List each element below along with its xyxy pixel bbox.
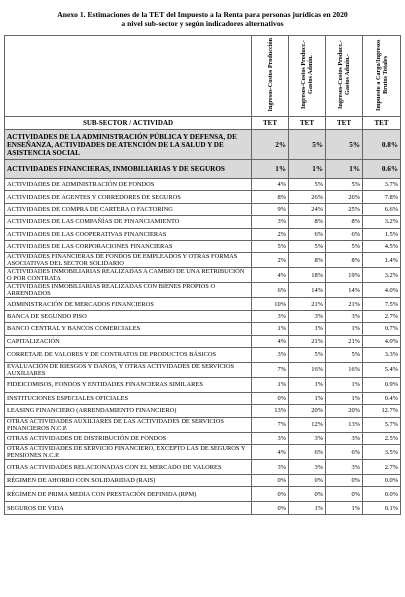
value-ic-produccion: 0% <box>252 502 289 514</box>
column-header-row <box>5 36 401 117</box>
row-label: ACTIVIDADES FINANCIERAS DE FONDOS DE EMPLEADOS Y OTRAS FORMAS ASOCIATIVAS DEL SECTOR SOLIDARIO <box>5 253 252 268</box>
row-label: BANCO CENTRAL Y BANCOS COMERCIALES <box>5 323 252 335</box>
value-impuesto-ingresos: 4.0% <box>363 335 401 347</box>
row-label: SEGUROS DE VIDA <box>5 502 252 514</box>
value-ic-gastos-admin: 0% <box>289 475 326 487</box>
section-row <box>5 130 401 160</box>
table-row <box>5 347 401 362</box>
table-row <box>5 191 401 203</box>
row-label: ACTIVIDADES DE COMPRA DE CARTERA O FACTORING <box>5 203 252 215</box>
value-ic-produccion: 2% <box>252 228 289 240</box>
value-impuesto-ingresos: 2.7% <box>363 460 401 475</box>
section-row <box>5 160 401 179</box>
value-ic-gastos-admin: 3% <box>289 460 326 475</box>
value-ic-gastos-admin-2: 21% <box>326 335 363 347</box>
value-ic-produccion: 1% <box>252 160 289 179</box>
value-ic-gastos-admin-2: 13% <box>326 417 363 432</box>
table-row <box>5 432 401 444</box>
value-ic-produccion: 1% <box>252 323 289 335</box>
row-label: ACTIVIDADES DE LAS COMPAÑÍAS DE FINANCIAMIENTO <box>5 216 252 228</box>
table-row <box>5 377 401 392</box>
value-ic-produccion: 3% <box>252 310 289 322</box>
table-row <box>5 216 401 228</box>
value-ic-produccion: 3% <box>252 347 289 362</box>
value-impuesto-ingresos: 0.7% <box>363 323 401 335</box>
subheader-tet-2: TET <box>289 117 326 130</box>
value-ic-gastos-admin-2: 3% <box>326 460 363 475</box>
table-title <box>0 10 405 28</box>
value-ic-gastos-admin: 1% <box>289 377 326 392</box>
value-ic-gastos-admin: 18% <box>289 268 326 283</box>
row-label: ACTIVIDADES DE LAS CORPORACIONES FINANCIERAS <box>5 240 252 252</box>
column-header-1: Ingresos-Costos Producción <box>252 36 289 117</box>
row-label: LEASING FINANCIERO (ARRENDAMIENTO FINANCIERO) <box>5 405 252 417</box>
value-impuesto-ingresos: 0.1% <box>363 502 401 514</box>
value-ic-gastos-admin: 1% <box>289 160 326 179</box>
table-row <box>5 502 401 514</box>
row-label: ACTIVIDADES DE ADMINISTRACIÓN DE FONDOS <box>5 179 252 191</box>
table-row <box>5 310 401 322</box>
value-ic-produccion: 3% <box>252 460 289 475</box>
value-ic-produccion: 3% <box>252 216 289 228</box>
table-row <box>5 179 401 191</box>
row-label: FIDEICOMISOS, FONDOS Y ENTIDADES FINANCIERAS SIMILARES <box>5 377 252 392</box>
row-label: CORRETAJE DE VALORES Y DE CONTRATOS DE PRODUCTOS BÁSICOS <box>5 347 252 362</box>
table-row <box>5 268 401 283</box>
row-label: ACTIVIDADES INMOBILIARIAS REALIZADAS CON BIENES PROPIOS O ARRENDADOS <box>5 283 252 298</box>
table-row <box>5 240 401 252</box>
value-impuesto-ingresos: 0.8% <box>363 130 401 160</box>
value-ic-produccion: 2% <box>252 130 289 160</box>
value-impuesto-ingresos: 4.0% <box>363 283 401 298</box>
column-header-2: Ingresos-Costos Producc.-Gastos Admin. <box>289 36 326 117</box>
value-ic-gastos-admin-2: 6% <box>326 445 363 460</box>
value-ic-gastos-admin-2: 14% <box>326 283 363 298</box>
value-ic-produccion: 0% <box>252 475 289 487</box>
table-row <box>5 405 401 417</box>
row-label: EVALUACIÓN DE RIESGOS Y DAÑOS, Y OTRAS ACTIVIDADES DE SERVICIOS AUXILIARES <box>5 362 252 377</box>
value-ic-gastos-admin: 3% <box>289 432 326 444</box>
row-label: ACTIVIDADES DE AGENTES Y CORREDORES DE SEGUROS <box>5 191 252 203</box>
value-impuesto-ingresos: 6.6% <box>363 203 401 215</box>
value-ic-gastos-admin: 20% <box>289 405 326 417</box>
value-impuesto-ingresos: 0.6% <box>363 160 401 179</box>
row-label: ACTIVIDADES DE LA ADMINISTRACIÓN PÚBLICA Y DEFENSA, DE ENSEÑANZA, ACTIVIDADES DE ATENCIÓN DE LA SALUD Y DE ASISTENCIA SOCIAL <box>5 130 252 160</box>
value-ic-gastos-admin: 16% <box>289 362 326 377</box>
value-ic-produccion: 4% <box>252 268 289 283</box>
table-row <box>5 487 401 502</box>
value-ic-gastos-admin-2: 6% <box>326 228 363 240</box>
table-row <box>5 253 401 268</box>
value-ic-gastos-admin-2: 1% <box>326 377 363 392</box>
value-ic-gastos-admin: 1% <box>289 502 326 514</box>
row-label: ACTIVIDADES FINANCIERAS, INMOBILIARIAS Y DE SEGUROS <box>5 160 252 179</box>
value-ic-gastos-admin-2: 3% <box>326 432 363 444</box>
value-ic-produccion: 0% <box>252 487 289 502</box>
value-ic-gastos-admin-2: 25% <box>326 203 363 215</box>
title-line-1: Anexo 1. Estimaciones de la TET del Impuesto a la Renta para personas jurídicas en 2020 <box>57 10 348 19</box>
value-ic-gastos-admin: 21% <box>289 335 326 347</box>
value-ic-produccion: 10% <box>252 298 289 310</box>
table-row <box>5 362 401 377</box>
value-ic-produccion: 9% <box>252 203 289 215</box>
value-ic-gastos-admin: 6% <box>289 445 326 460</box>
value-impuesto-ingresos: 5.4% <box>363 362 401 377</box>
value-ic-gastos-admin: 5% <box>289 347 326 362</box>
value-ic-gastos-admin-2: 16% <box>326 362 363 377</box>
column-header-3: Ingresos-Costos Producc.-Gastos Admin.- <box>326 36 363 117</box>
value-ic-gastos-admin: 21% <box>289 298 326 310</box>
value-ic-produccion: 7% <box>252 417 289 432</box>
value-ic-produccion: 0% <box>252 392 289 404</box>
value-ic-gastos-admin-2: 5% <box>326 130 363 160</box>
value-impuesto-ingresos: 1.5% <box>363 228 401 240</box>
value-ic-gastos-admin: 8% <box>289 253 326 268</box>
value-impuesto-ingresos: 3.2% <box>363 268 401 283</box>
row-label: RÉGIMEN DE AHORRO CON SOLIDARIDAD (RAIS) <box>5 475 252 487</box>
value-impuesto-ingresos: 2.7% <box>363 310 401 322</box>
value-ic-gastos-admin-2: 1% <box>326 160 363 179</box>
value-impuesto-ingresos: 0.0% <box>363 475 401 487</box>
row-label: OTRAS ACTIVIDADES DE DISTRIBUCIÓN DE FONDOS <box>5 432 252 444</box>
value-ic-produccion: 5% <box>252 240 289 252</box>
value-impuesto-ingresos: 2.5% <box>363 432 401 444</box>
table-row <box>5 475 401 487</box>
value-ic-gastos-admin-2: 1% <box>326 392 363 404</box>
value-impuesto-ingresos: 3.7% <box>363 179 401 191</box>
value-ic-produccion: 4% <box>252 179 289 191</box>
value-ic-gastos-admin-2: 0% <box>326 475 363 487</box>
value-ic-gastos-admin: 12% <box>289 417 326 432</box>
value-ic-gastos-admin-2: 26% <box>326 191 363 203</box>
value-impuesto-ingresos: 3.3% <box>363 347 401 362</box>
row-label: ACTIVIDADES INMOBILIARIAS REALIZADAS A CAMBIO DE UNA RETRIBUCIÓN O POR CONTRATA <box>5 268 252 283</box>
value-ic-gastos-admin-2: 1% <box>326 502 363 514</box>
table-row <box>5 335 401 347</box>
value-ic-gastos-admin: 0% <box>289 487 326 502</box>
value-ic-gastos-admin-2: 21% <box>326 298 363 310</box>
row-label: CAPITALIZACIÓN <box>5 335 252 347</box>
value-ic-gastos-admin: 1% <box>289 323 326 335</box>
subheader-row <box>5 117 401 130</box>
row-label: OTRAS ACTIVIDADES RELACIONADAS CON EL MERCADO DE VALORES <box>5 460 252 475</box>
row-label: BANCA DE SEGUNDO PISO <box>5 310 252 322</box>
subheader-tet-3: TET <box>326 117 363 130</box>
value-impuesto-ingresos: 1.4% <box>363 253 401 268</box>
value-ic-produccion: 1% <box>252 377 289 392</box>
value-ic-gastos-admin-2: 1% <box>326 323 363 335</box>
value-ic-gastos-admin-2: 0% <box>326 487 363 502</box>
value-ic-produccion: 13% <box>252 405 289 417</box>
column-header-4: Impuesto a Cargo/Ingresos Brutos Totales <box>363 36 401 117</box>
value-ic-gastos-admin: 8% <box>289 216 326 228</box>
table-row <box>5 323 401 335</box>
value-ic-gastos-admin: 1% <box>289 392 326 404</box>
value-ic-produccion: 7% <box>252 362 289 377</box>
value-ic-produccion: 8% <box>252 191 289 203</box>
value-impuesto-ingresos: 5.7% <box>363 417 401 432</box>
value-ic-gastos-admin-2: 3% <box>326 310 363 322</box>
value-ic-produccion: 6% <box>252 283 289 298</box>
value-impuesto-ingresos: 7.8% <box>363 191 401 203</box>
tet-table <box>4 35 401 515</box>
value-ic-gastos-admin: 24% <box>289 203 326 215</box>
row-label: INSTITUCIONES ESPECIALES OFICIALES <box>5 392 252 404</box>
subheader-label: SUB-SECTOR / ACTIVIDAD <box>5 117 252 130</box>
value-ic-gastos-admin-2: 19% <box>326 268 363 283</box>
value-ic-gastos-admin: 14% <box>289 283 326 298</box>
value-ic-gastos-admin: 6% <box>289 228 326 240</box>
value-ic-gastos-admin-2: 5% <box>326 179 363 191</box>
value-ic-produccion: 4% <box>252 445 289 460</box>
table-row <box>5 298 401 310</box>
table-row <box>5 417 401 432</box>
value-ic-gastos-admin-2: 8% <box>326 216 363 228</box>
value-ic-gastos-admin-2: 8% <box>326 253 363 268</box>
value-ic-gastos-admin-2: 5% <box>326 347 363 362</box>
value-impuesto-ingresos: 7.5% <box>363 298 401 310</box>
row-label: OTRAS ACTIVIDADES DE SERVICIO FINANCIERO, EXCEPTO LAS DE SEGUROS Y PENSIONES N.C.P. <box>5 445 252 460</box>
value-ic-gastos-admin-2: 5% <box>326 240 363 252</box>
table-row <box>5 203 401 215</box>
title-line-2: a nivel sub-sector y según indicadores alternativos <box>121 19 284 28</box>
column-header-empty <box>5 36 252 117</box>
table-row <box>5 228 401 240</box>
subheader-tet-1: TET <box>252 117 289 130</box>
row-label: ADMINISTRACIÓN DE MERCADOS FINANCIEROS <box>5 298 252 310</box>
value-impuesto-ingresos: 0.9% <box>363 377 401 392</box>
value-ic-gastos-admin: 5% <box>289 130 326 160</box>
value-ic-gastos-admin: 5% <box>289 240 326 252</box>
value-impuesto-ingresos: 0.4% <box>363 392 401 404</box>
value-ic-produccion: 4% <box>252 335 289 347</box>
value-impuesto-ingresos: 0.0% <box>363 487 401 502</box>
table-row <box>5 445 401 460</box>
value-ic-gastos-admin: 26% <box>289 191 326 203</box>
value-ic-gastos-admin-2: 20% <box>326 405 363 417</box>
row-label: ACTIVIDADES DE LAS COOPERATIVAS FINANCIERAS <box>5 228 252 240</box>
value-ic-produccion: 2% <box>252 253 289 268</box>
value-impuesto-ingresos: 12.7% <box>363 405 401 417</box>
table-row <box>5 460 401 475</box>
subheader-tet-4: TET <box>363 117 401 130</box>
value-ic-produccion: 3% <box>252 432 289 444</box>
row-label: RÉGIMEN DE PRIMA MEDIA CON PRESTACIÓN DEFINIDA (RPM) <box>5 487 252 502</box>
row-label: OTRAS ACTIVIDADES AUXILIARES DE LAS ACTIVIDADES DE SERVICIOS FINANCIEROS N.C.P. <box>5 417 252 432</box>
value-ic-gastos-admin: 3% <box>289 310 326 322</box>
value-impuesto-ingresos: 4.5% <box>363 240 401 252</box>
value-impuesto-ingresos: 3.2% <box>363 216 401 228</box>
table-row <box>5 392 401 404</box>
table-row <box>5 283 401 298</box>
value-ic-gastos-admin: 5% <box>289 179 326 191</box>
value-impuesto-ingresos: 3.5% <box>363 445 401 460</box>
